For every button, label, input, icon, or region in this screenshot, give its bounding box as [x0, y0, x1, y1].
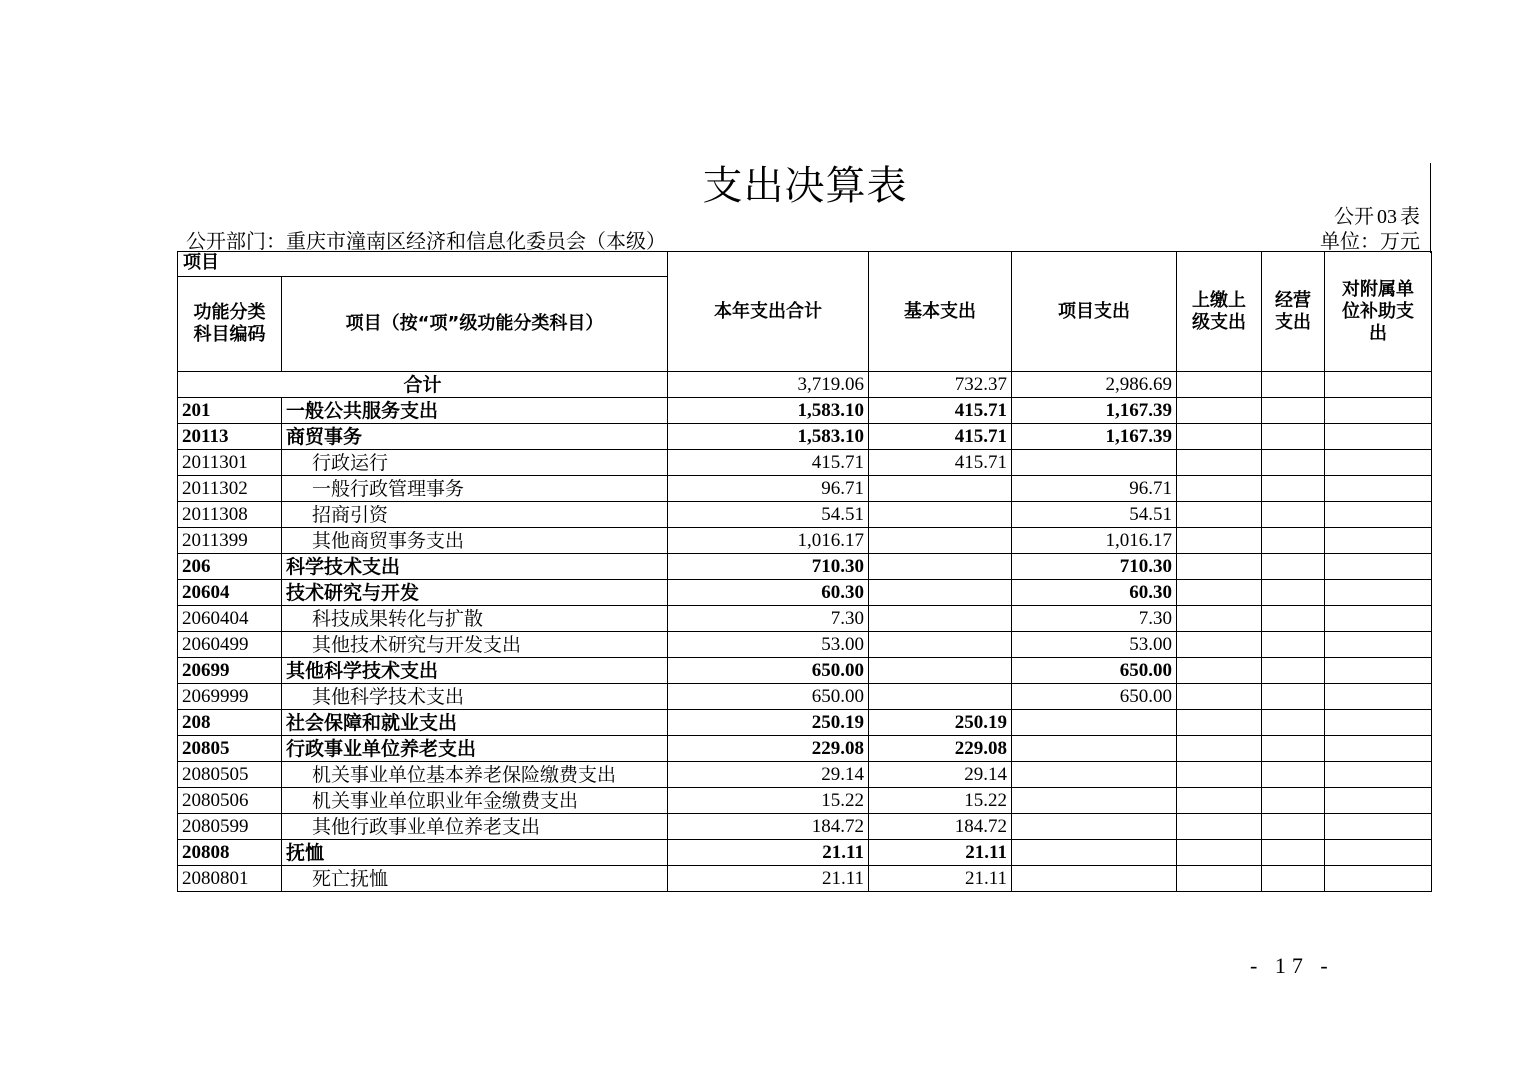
cell-upper [1177, 580, 1262, 606]
table-row [178, 788, 1432, 814]
cell-total: 229.08 [668, 736, 869, 762]
cell-upper [1177, 788, 1262, 814]
cell-business [1262, 606, 1325, 632]
cell-name: 机关事业单位基本养老保险缴费支出 [282, 762, 668, 788]
cell-basic [869, 528, 1012, 554]
cell-project: 1,167.39 [1012, 398, 1177, 424]
cell-basic: 415.71 [869, 398, 1012, 424]
cell-upper [1177, 450, 1262, 476]
cell-project: 54.51 [1012, 502, 1177, 528]
cell-total: 21.11 [668, 866, 869, 892]
header-basic: 基本支出 [869, 252, 1012, 372]
total-amount: 3,719.06 [668, 372, 869, 398]
cell-name: 一般行政管理事务 [282, 476, 668, 502]
cell-project [1012, 866, 1177, 892]
cell-project [1012, 762, 1177, 788]
cell-upper [1177, 736, 1262, 762]
cell-subsidy [1325, 658, 1432, 684]
cell-total: 96.71 [668, 476, 869, 502]
cell-name: 科学技术支出 [282, 554, 668, 580]
cell-business [1262, 814, 1325, 840]
cell-business [1262, 528, 1325, 554]
cell-project: 7.30 [1012, 606, 1177, 632]
cell-code: 2060404 [178, 606, 282, 632]
cell-business [1262, 580, 1325, 606]
cell-business [1262, 710, 1325, 736]
cell-subsidy [1325, 840, 1432, 866]
cell-upper [1177, 528, 1262, 554]
cell-business [1262, 476, 1325, 502]
cell-total: 15.22 [668, 788, 869, 814]
cell-basic: 15.22 [869, 788, 1012, 814]
table-row [178, 398, 1432, 424]
header-item: 项目 [178, 252, 668, 277]
cell-upper [1177, 554, 1262, 580]
cell-business [1262, 762, 1325, 788]
cell-name: 行政运行 [282, 450, 668, 476]
cell-code: 20805 [178, 736, 282, 762]
cell-basic [869, 580, 1012, 606]
cell-name: 技术研究与开发 [282, 580, 668, 606]
cell-upper [1177, 424, 1262, 450]
table-row [178, 814, 1432, 840]
page-number: - 17 - [1250, 953, 1334, 978]
cell-name: 科技成果转化与扩散 [282, 606, 668, 632]
total-row [178, 372, 1432, 398]
form-number-prefix: 公开 [1334, 204, 1374, 228]
cell-subsidy [1325, 632, 1432, 658]
cell-basic: 21.11 [869, 866, 1012, 892]
total-subsidy [1325, 372, 1432, 398]
cell-code: 208 [178, 710, 282, 736]
cell-subsidy [1325, 736, 1432, 762]
table-row [178, 684, 1432, 710]
cell-upper [1177, 606, 1262, 632]
cell-total: 29.14 [668, 762, 869, 788]
cell-subsidy [1325, 788, 1432, 814]
cell-name: 抚恤 [282, 840, 668, 866]
cell-upper [1177, 710, 1262, 736]
cell-subsidy [1325, 606, 1432, 632]
form-number [1334, 204, 1420, 229]
table-row [178, 736, 1432, 762]
cell-code: 2011302 [178, 476, 282, 502]
cell-business [1262, 554, 1325, 580]
cell-upper [1177, 658, 1262, 684]
cell-code: 20604 [178, 580, 282, 606]
cell-basic [869, 502, 1012, 528]
cell-code: 201 [178, 398, 282, 424]
cell-code: 2060499 [178, 632, 282, 658]
cell-name: 商贸事务 [282, 424, 668, 450]
cell-basic: 21.11 [869, 840, 1012, 866]
cell-total: 710.30 [668, 554, 869, 580]
cell-subsidy [1325, 554, 1432, 580]
department-label: 公开部门：重庆市潼南区经济和信息化委员会（本级） [186, 229, 666, 253]
page-title: 支出决算表 [702, 163, 908, 209]
cell-project: 1,167.39 [1012, 424, 1177, 450]
cell-code: 20699 [178, 658, 282, 684]
cell-basic: 229.08 [869, 736, 1012, 762]
table-row [178, 606, 1432, 632]
table-row [178, 424, 1432, 450]
cell-code: 2011308 [178, 502, 282, 528]
header-row-top [178, 252, 1432, 277]
cell-business [1262, 866, 1325, 892]
table-row [178, 554, 1432, 580]
total-label: 合计 [178, 372, 668, 398]
cell-upper [1177, 502, 1262, 528]
cell-project: 650.00 [1012, 658, 1177, 684]
cell-code: 2080801 [178, 866, 282, 892]
cell-business [1262, 502, 1325, 528]
cell-name: 社会保障和就业支出 [282, 710, 668, 736]
cell-subsidy [1325, 450, 1432, 476]
table-row [178, 710, 1432, 736]
cell-code: 206 [178, 554, 282, 580]
cell-business [1262, 398, 1325, 424]
header-project: 项目支出 [1012, 252, 1177, 372]
cell-project: 53.00 [1012, 632, 1177, 658]
header-business: 经营支出 [1262, 252, 1325, 372]
cell-subsidy [1325, 814, 1432, 840]
cell-upper [1177, 476, 1262, 502]
cell-project: 1,016.17 [1012, 528, 1177, 554]
total-project: 2,986.69 [1012, 372, 1177, 398]
cell-total: 53.00 [668, 632, 869, 658]
cell-project: 650.00 [1012, 684, 1177, 710]
cell-upper [1177, 632, 1262, 658]
cell-upper [1177, 762, 1262, 788]
header-subsidy: 对附属单位补助支出 [1325, 252, 1432, 372]
cell-business [1262, 788, 1325, 814]
cell-basic [869, 658, 1012, 684]
header-item-name: 项目（按“项”级功能分类科目） [282, 277, 668, 372]
form-number-value: 03 [1377, 206, 1397, 228]
table-row [178, 658, 1432, 684]
table-row [178, 450, 1432, 476]
cell-code: 20113 [178, 424, 282, 450]
cell-total: 21.11 [668, 840, 869, 866]
cell-project: 96.71 [1012, 476, 1177, 502]
cell-total: 415.71 [668, 450, 869, 476]
cell-project [1012, 736, 1177, 762]
cell-business [1262, 424, 1325, 450]
cell-name: 其他商贸事务支出 [282, 528, 668, 554]
cell-project: 710.30 [1012, 554, 1177, 580]
cell-total: 650.00 [668, 684, 869, 710]
table-row [178, 502, 1432, 528]
cell-code: 2011399 [178, 528, 282, 554]
cell-subsidy [1325, 866, 1432, 892]
cell-name: 其他科学技术支出 [282, 658, 668, 684]
cell-business [1262, 450, 1325, 476]
cell-code: 2011301 [178, 450, 282, 476]
cell-upper [1177, 398, 1262, 424]
cell-project: 60.30 [1012, 580, 1177, 606]
cell-total: 1,583.10 [668, 424, 869, 450]
cell-code: 2080599 [178, 814, 282, 840]
header-total: 本年支出合计 [668, 252, 869, 372]
cell-subsidy [1325, 424, 1432, 450]
table-row [178, 580, 1432, 606]
header-func-code: 功能分类科目编码 [178, 277, 282, 372]
cell-basic [869, 606, 1012, 632]
cell-total: 184.72 [668, 814, 869, 840]
cell-business [1262, 840, 1325, 866]
cell-total: 650.00 [668, 658, 869, 684]
cell-total: 60.30 [668, 580, 869, 606]
cell-basic: 29.14 [869, 762, 1012, 788]
cell-name: 行政事业单位养老支出 [282, 736, 668, 762]
cell-basic [869, 554, 1012, 580]
table-row [178, 866, 1432, 892]
cell-basic: 250.19 [869, 710, 1012, 736]
cell-project [1012, 814, 1177, 840]
total-business [1262, 372, 1325, 398]
cell-name: 一般公共服务支出 [282, 398, 668, 424]
cell-upper [1177, 866, 1262, 892]
total-upper [1177, 372, 1262, 398]
cell-name: 其他技术研究与开发支出 [282, 632, 668, 658]
unit-label: 单位：万元 [1320, 229, 1420, 253]
cell-subsidy [1325, 684, 1432, 710]
form-number-suffix: 表 [1400, 204, 1420, 228]
cell-project [1012, 788, 1177, 814]
total-basic: 732.37 [869, 372, 1012, 398]
cell-basic [869, 476, 1012, 502]
cell-total: 250.19 [668, 710, 869, 736]
cell-business [1262, 684, 1325, 710]
cell-subsidy [1325, 398, 1432, 424]
cell-subsidy [1325, 528, 1432, 554]
cell-name: 其他行政事业单位养老支出 [282, 814, 668, 840]
cell-total: 1,583.10 [668, 398, 869, 424]
cell-name: 其他科学技术支出 [282, 684, 668, 710]
cell-code: 2080506 [178, 788, 282, 814]
cell-business [1262, 658, 1325, 684]
cell-total: 7.30 [668, 606, 869, 632]
cell-basic: 415.71 [869, 424, 1012, 450]
cell-subsidy [1325, 502, 1432, 528]
cell-project [1012, 450, 1177, 476]
cell-upper [1177, 840, 1262, 866]
cell-subsidy [1325, 762, 1432, 788]
cell-basic [869, 684, 1012, 710]
cell-business [1262, 736, 1325, 762]
table-row [178, 632, 1432, 658]
cell-upper [1177, 684, 1262, 710]
cell-name: 机关事业单位职业年金缴费支出 [282, 788, 668, 814]
table-row [178, 476, 1432, 502]
expenditure-table [177, 251, 1432, 892]
cell-upper [1177, 814, 1262, 840]
cell-business [1262, 632, 1325, 658]
cell-subsidy [1325, 580, 1432, 606]
table-row [178, 528, 1432, 554]
cell-code: 2080505 [178, 762, 282, 788]
cell-code: 2069999 [178, 684, 282, 710]
cell-basic: 184.72 [869, 814, 1012, 840]
table-row [178, 762, 1432, 788]
cell-basic: 415.71 [869, 450, 1012, 476]
cell-total: 1,016.17 [668, 528, 869, 554]
cell-project [1012, 710, 1177, 736]
cell-name: 招商引资 [282, 502, 668, 528]
cell-subsidy [1325, 476, 1432, 502]
cell-code: 20808 [178, 840, 282, 866]
cell-total: 54.51 [668, 502, 869, 528]
cell-name: 死亡抚恤 [282, 866, 668, 892]
header-upper: 上缴上级支出 [1177, 252, 1262, 372]
cell-subsidy [1325, 710, 1432, 736]
cell-basic [869, 632, 1012, 658]
cell-project [1012, 840, 1177, 866]
table-row [178, 840, 1432, 866]
